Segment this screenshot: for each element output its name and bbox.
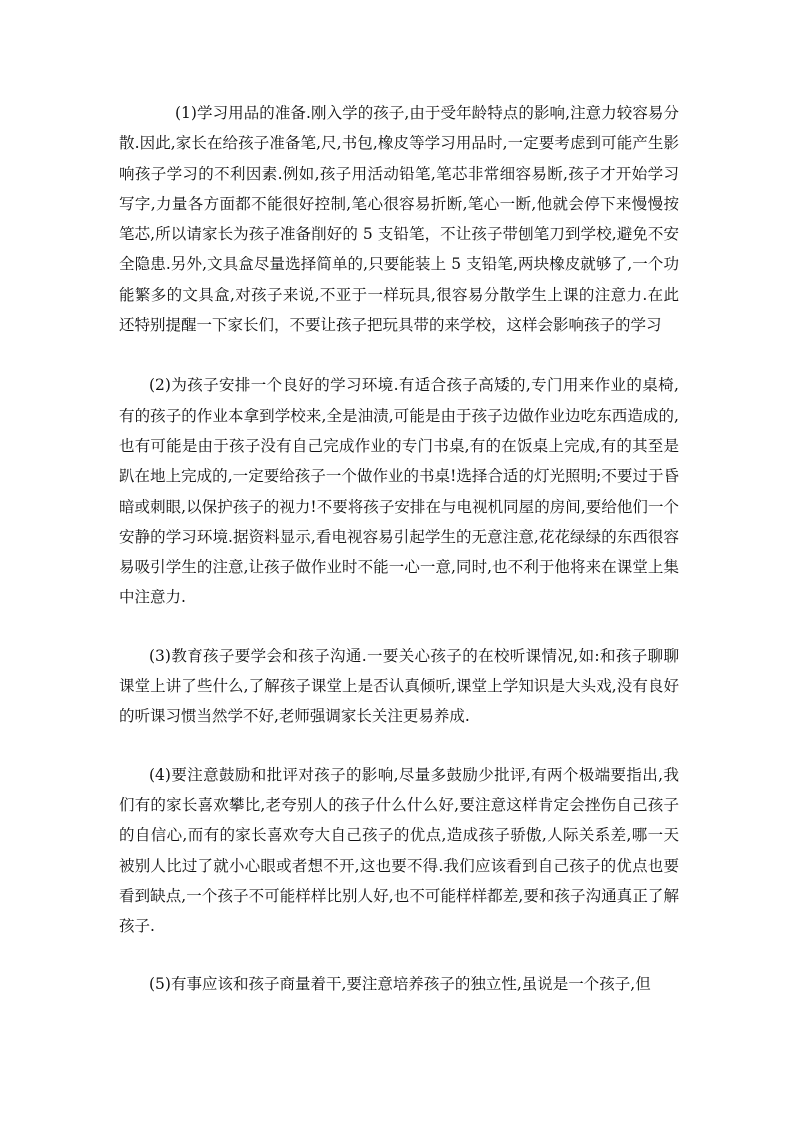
paragraph-3: (3)教育孩子要学会和孩子沟通.一要关心孩子的在校听课情况,如:和孩子聊聊课堂上讲了些什么,了解孩子课堂上是否认真倾听,课堂上学知识是大头戏,没有良好的听课习惯当然学不好,老师强调家长关注更易养成. (119, 646, 679, 726)
paragraph-5: (5)有事应该和孩子商量着干,要注意培养孩子的独立性,虽说是一个孩子,但 (149, 975, 651, 994)
document-body (119, 98, 679, 1000)
paragraph-2: (2)为孩子安排一个良好的学习环境.有适合孩子高矮的,专门用来作业的桌椅,有的孩子的作业本拿到学校来,全是油渍,可能是由于孩子边做作业边吃东西造成的,也有可能是由于孩子没有自己完成作业的专门书桌,有的在饭桌上完成,有的其至是趴在地上完成的,一定要给孩子一个做作业的书桌!选择合适的灯光照明;不要过于昏暗或刺眼,以保护孩子的视力!不要将孩子安排在与电视机同屋的房间,要给他们一个安静的学习环境.据资料显示,看电视容易引起学生的无意注意,花花绿绿的东西很容易吸引学生的注意,让孩子做作业时不能一心一意,同时,也不利于他将来在课堂上集中注意力. (119, 376, 679, 607)
paragraph-spacer (119, 941, 679, 969)
paragraph-spacer (119, 613, 679, 641)
paragraph-spacer (119, 732, 679, 760)
paragraph-spacer (119, 340, 679, 370)
paragraph-1: (1)学习用品的准备.刚入学的孩子,由于受年龄特点的影响,注意力较容易分散.因此,家长在给孩子准备笔,尺,书包,橡皮等学习用品时,一定要考虑到可能产生影响孩子学习的不利因素.例如,孩子用活动铅笔,笔芯非常细容易断,孩子才开始学习写字,力量各方面都不能很好控制,笔心很容易折断,笔心一断,他就会停下来慢慢按笔芯,所以请家长为孩子准备削好的 5 支铅笔，不让孩子带刨笔刀到学校,避免不安全隐患.另外,文具盒尽量选择简单的,只要能装上 5 支铅笔,两块橡皮就够了,一个功能繁多的文具盒,对孩子来说,不亚于一样玩具,很容易分散学生上课的注意力.在此还特别提醒一下家长们，不要让孩子把玩具带的来学校，这样会影响孩子的学习 (119, 104, 679, 335)
paragraph-4: (4)要注意鼓励和批评对孩子的影响,尽量多鼓励少批评,有两个极端要指出,我们有的家长喜欢攀比,老夸别人的孩子什么什么好,要注意这样肯定会挫伤自己孩子的自信心,而有的家长喜欢夸大自己孩子的优点,造成孩子骄傲,人际关系差,哪一天被别人比过了就小心眼或者想不开,这也要不得.我们应该看到自己孩子的优点也要看到缺点,一个孩子不可能样样比别人好,也不可能样样都差,要和孩子沟通真正了解孩子. (119, 765, 679, 936)
